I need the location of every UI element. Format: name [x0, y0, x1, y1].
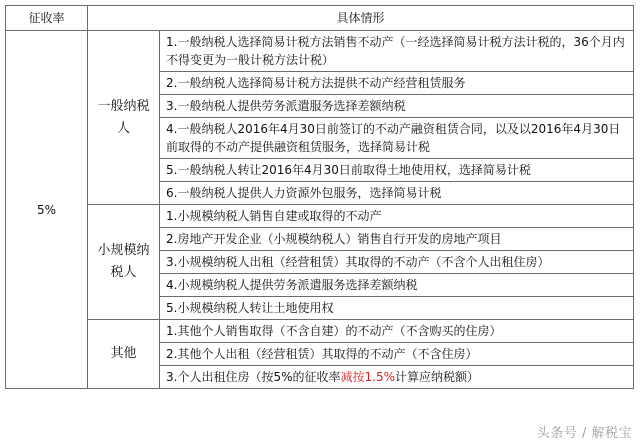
category-small-scale-taxpayer: 小规模纳税人 [88, 205, 160, 320]
highlight-reduced-rate: 减按1.5% [340, 370, 395, 384]
list-item: 4.一般纳税人2016年4月30日前签订的不动产融资租赁合同，以及以2016年4月30日前取得的不动产提供融资租赁服务，选择简易计税 [160, 118, 634, 159]
list-item: 5.一般纳税人转让2016年4月30日前取得土地使用权，选择简易计税 [160, 159, 634, 182]
table-row [6, 205, 634, 228]
category-general-taxpayer: 一般纳税人 [88, 31, 160, 205]
list-item: 4.小规模纳税人提供劳务派遣服务选择差额纳税 [160, 274, 634, 297]
list-item: 2.房地产开发企业（小规模纳税人）销售自行开发的房地产项目 [160, 228, 634, 251]
watermark: 头条号 / 解税宝 [536, 426, 632, 441]
item-text-post: 计算应纳税额） [395, 370, 480, 384]
header-row [6, 6, 634, 31]
list-item: 1.小规模纳税人销售自建或取得的不动产 [160, 205, 634, 228]
list-item: 5.小规模纳税人转让土地使用权 [160, 297, 634, 320]
list-item: 3.小规模纳税人出租（经营租赁）其取得的不动产（不含个人出租住房） [160, 251, 634, 274]
table-row [6, 31, 634, 72]
list-item: 6.一般纳税人提供人力资源外包服务，选择简易计税 [160, 182, 634, 205]
rate-cell: 5% [6, 31, 88, 389]
header-rate: 征收率 [6, 6, 88, 31]
category-other: 其他 [88, 320, 160, 389]
list-item-rental-housing [160, 366, 634, 389]
list-item: 2.其他个人出租（经营租赁）其取得的不动产（不含住房） [160, 343, 634, 366]
item-text-pre: 3.个人出租住房（按5%的征收率 [166, 370, 341, 384]
header-situation: 具体情形 [88, 6, 634, 31]
list-item: 3.一般纳税人提供劳务派遣服务选择差额纳税 [160, 95, 634, 118]
table-row [6, 320, 634, 343]
list-item: 1.一般纳税人选择简易计税方法销售不动产（一经选择简易计税方法计税的，36个月内不得变更为一般计税方法计税） [160, 31, 634, 72]
tax-rate-table [5, 5, 634, 389]
list-item: 1.其他个人销售取得（不含自建）的不动产（不含购买的住房） [160, 320, 634, 343]
list-item: 2.一般纳税人选择简易计税方法提供不动产经营租赁服务 [160, 72, 634, 95]
